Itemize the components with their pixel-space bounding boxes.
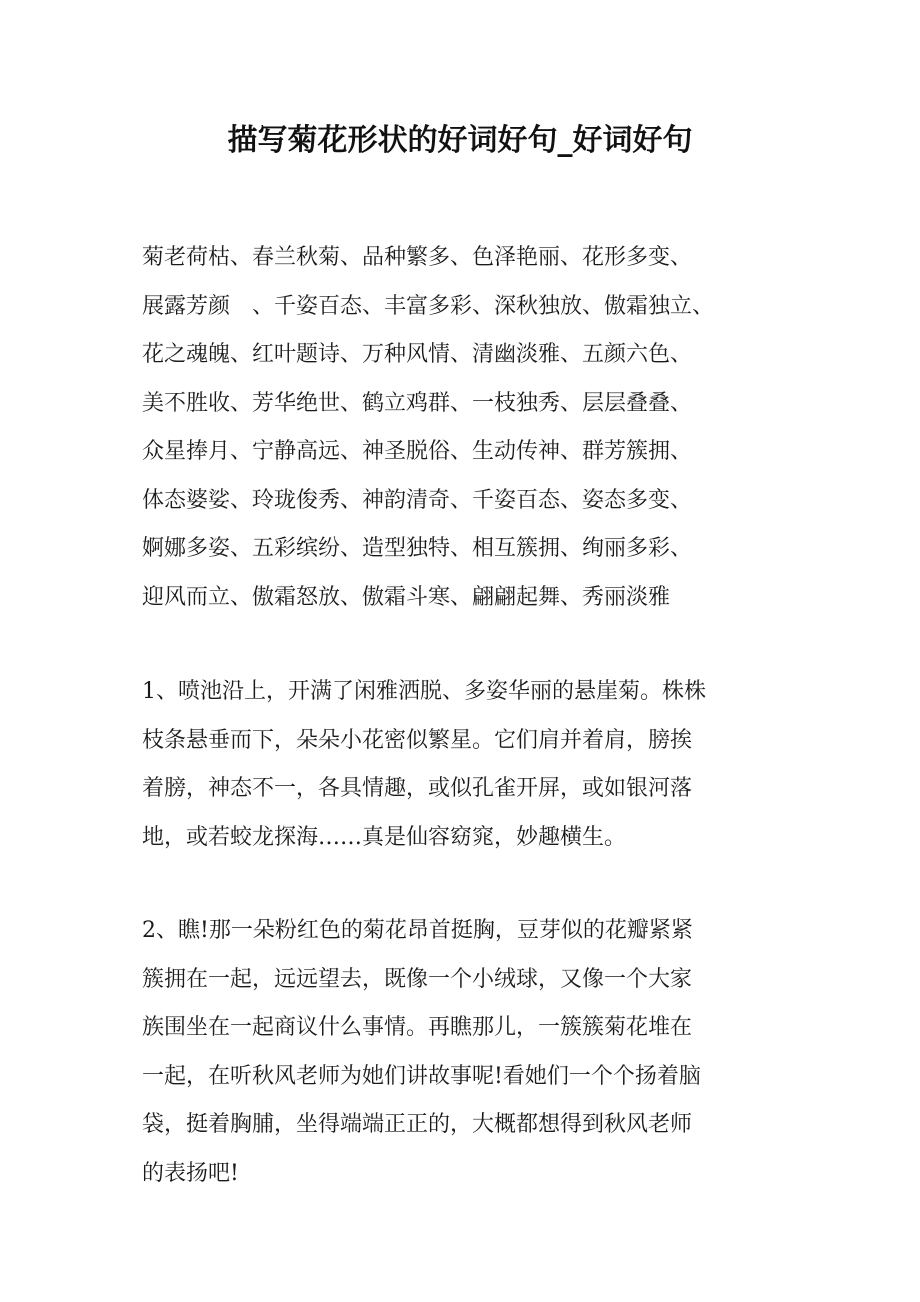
paragraph-line: 枝条悬垂而下，朵朵小花密似繁星。它们肩并着肩，膀挨 [142, 727, 693, 753]
paragraph-1 [142, 668, 782, 862]
word-list-line: 美不胜收、芳华绝世、鹤立鸡群、一枝独秀、层层叠叠、 [142, 390, 693, 416]
word-list [142, 234, 782, 622]
paragraph-line: 一起，在听秋风老师为她们讲故事呢!看她们一个个扬着脑 [142, 1063, 701, 1089]
word-list-line: 菊老荷枯、春兰秋菊、品种繁多、色泽艳丽、花形多变、 [142, 245, 693, 270]
word-list-line: 迎风而立、傲霜怒放、傲霜斗寒、翩翩起舞、秀丽淡雅 [142, 584, 671, 610]
paragraph-line: 簇拥在一起，远远望去，既像一个小绒球，又像一个大家 [142, 966, 693, 992]
paragraph-line: 的表扬吧! [142, 1160, 239, 1186]
paragraph-line: 地，或若蛟龙探海……真是仙容窈窕，妙趣横生。 [142, 824, 627, 850]
word-list-line: 花之魂魄、红叶题诗、万种风情、清幽淡雅、五颜六色、 [142, 342, 693, 367]
page-title: 描写菊花形状的好词好句_好词好句 [227, 123, 693, 158]
paragraph-line: 袋，挺着胸脯，坐得端端正正的，大概都想得到秋风老师 [142, 1112, 693, 1137]
paragraph-line: 2、瞧!那一朵粉红色的菊花昂首挺胸，豆芽似的花瓣紧紧 [142, 918, 693, 943]
paragraph-line: 族围坐在一起商议什么事情。再瞧那儿，一簇簇菊花堆在 [142, 1015, 693, 1040]
word-list-line: 体态婆娑、玲珑俊秀、神韵清奇、千姿百态、姿态多变、 [142, 487, 693, 513]
paragraph-line: 着膀，神态不一，各具情趣，或似孔雀开屏，或如银河落 [142, 776, 693, 801]
paragraph-line: 1、喷池沿上，开满了闲雅洒脱、多姿华丽的悬崖菊。株株 [142, 679, 706, 704]
paragraph-2 [142, 907, 782, 1198]
word-list-line: 众星捧月、宁静高远、神圣脱俗、生动传神、群芳簇拥、 [142, 439, 693, 464]
word-list-line: 婀娜多姿、五彩缤纷、造型独特、相互簇拥、绚丽多彩、 [142, 536, 693, 561]
word-list-line: 展露芳颜 、千姿百态、丰富多彩、深秋独放、傲霜独立、 [142, 293, 715, 319]
